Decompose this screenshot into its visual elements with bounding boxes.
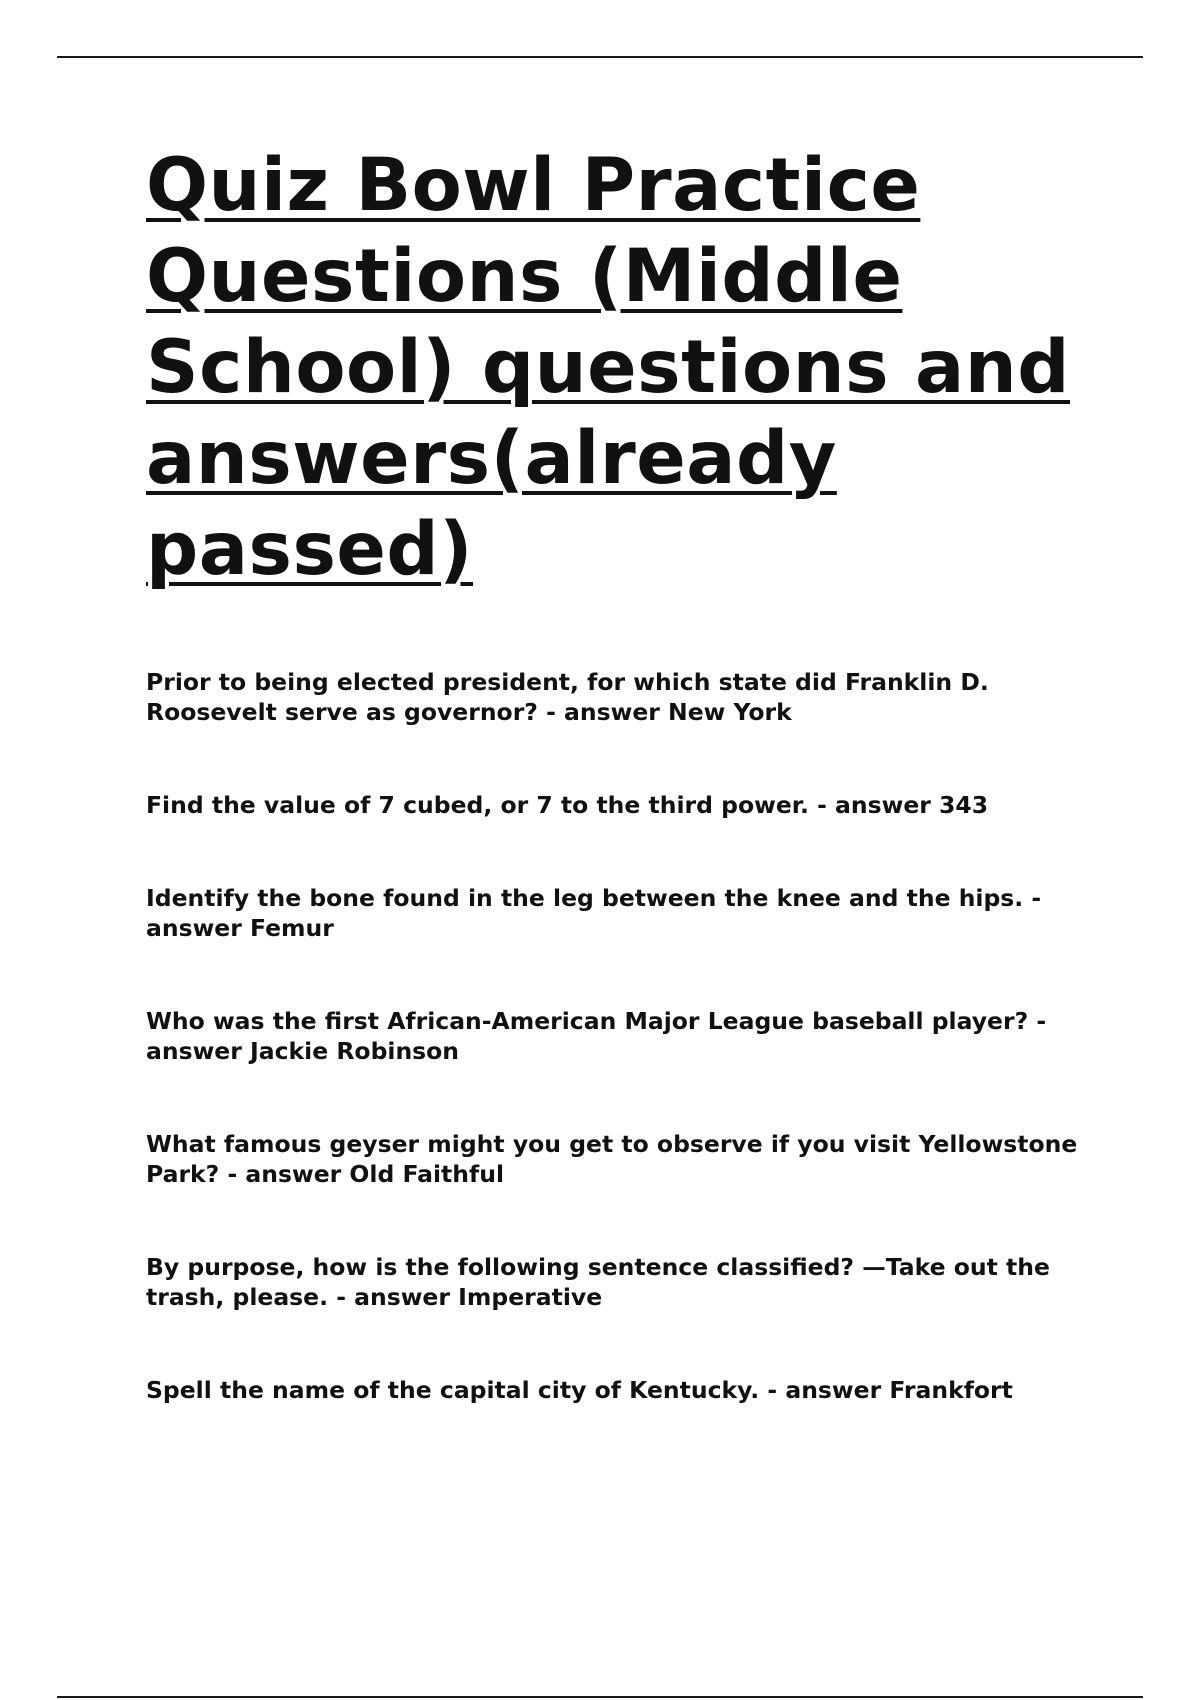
- question-list: [146, 667, 1096, 1405]
- bottom-rule: [57, 1696, 1143, 1698]
- document-body: [146, 140, 1096, 1468]
- question-item: Identify the bone found in the leg between the knee and the hips. - answer Femur: [146, 884, 1042, 942]
- question-item: By purpose, how is the following sentence classified? —Take out the trash, please. - answer Imperative: [146, 1253, 1050, 1311]
- question-item: Who was the first African-American Major League baseball player? - answer Jackie Robinson: [146, 1007, 1047, 1065]
- document-title: Quiz Bowl Practice Questions (Middle School) questions and answers(already passed): [146, 143, 1070, 592]
- top-rule: [57, 56, 1143, 58]
- question-item: Prior to being elected president, for which state did Franklin D. Roosevelt serve as governor? - answer New York: [146, 668, 989, 726]
- question-item: Spell the name of the capital city of Kentucky. - answer Frankfort: [146, 1376, 1013, 1404]
- question-item: Find the value of 7 cubed, or 7 to the third power. - answer 343: [146, 791, 989, 819]
- question-item: What famous geyser might you get to observe if you visit Yellowstone Park? - answer Old Faithful: [146, 1130, 1078, 1188]
